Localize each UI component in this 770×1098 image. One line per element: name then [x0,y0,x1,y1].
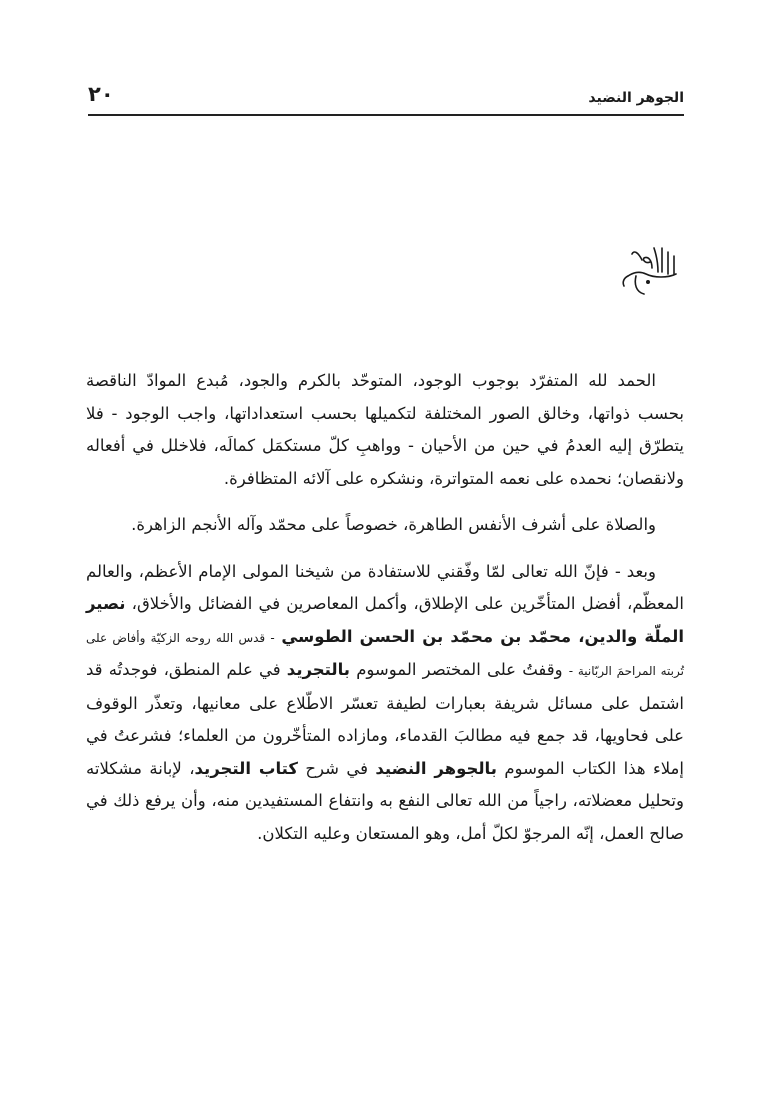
author-name: نصير الملّة والدين، محمّد بن محمّد بن الحسن الطوسي [86,594,685,646]
book-title-kitab-tajrid: كتاب التجريد [194,758,298,778]
paragraph-salutation: والصلاة على أشرف الأنفس الطاهرة، خصوصاً على محمّد وآله الأنجم الزاهرة. [131,515,656,534]
author-invocation: - قدس الله روحه الزكيّة وأفاض على تُربته المراحمَ الربّانية - [86,630,684,678]
intro-text-2: وقفتُ على المختصر الموسوم [356,660,563,679]
paragraph-praise: الحمد لله المتفرّد بوجوب الوجود، المتوحّد بالكرم والجود، مُبدع الموادّ الناقصة بحسب ذواتها، وخالق الصور المختلفة لتكميلها بحسب استعداداتها، واجب الوجود - فلا يتطرّق إليه العدمُ في حين من الأحيان - وواهبِ كلّ مستكمَل كمالَه، فلاخلل في أفعاله ولانقصان؛ نحمده على نعمه المتواترة، ونشكره على آلائه المتظافرة. [86,371,684,488]
running-title: الجوهر النضيد [588,90,684,106]
page-number: ٢٠ [88,82,114,106]
intro-text-3: في علم المنطق، فوجدتُه قد اشتمل على مسائل شريفة بعبارات لطيفة تعسّر الاطّلاع على معانيها، وتعذّر الوقوف على فحاويها، قد جمع فيه مطالبَ القدماء، ومازاده المتأخّرون من العلماء؛ فشرعتُ في إملاء هذا الكتاب الموسوم [86,660,684,778]
main-text [86,365,684,864]
book-title-jawhar: بالجوهر النضيد [375,758,497,778]
basmala-calligraphy-icon [618,238,680,300]
paragraph-introduction [86,556,684,851]
intro-text-1: وبعد - فإنّ الله تعالى لمّا وفّقني للاستفادة من شيخنا المولى الإمام الأعظم، والعالم المعظّم، أفضل المتأخّرين على الإطلاق، وأكمل المعاصرين في الفضائل والأخلاق، [86,561,684,613]
intro-text-5: ، لإبانة مشكلاته وتحليل معضلاته، راجياً من الله تعالى النفع به وانتفاع المستفيدين منه، وأن يرفع ذلك في صالح العمل، إنّه المرجوّ لكلّ أمل، وهو المستعان وعليه التكلان. [86,758,684,843]
book-title-tajrid: بالتجريد [286,660,351,679]
basmala-calligraphy-svg [618,238,680,300]
page-header [88,82,684,116]
intro-text-4: في شرح [305,758,369,778]
